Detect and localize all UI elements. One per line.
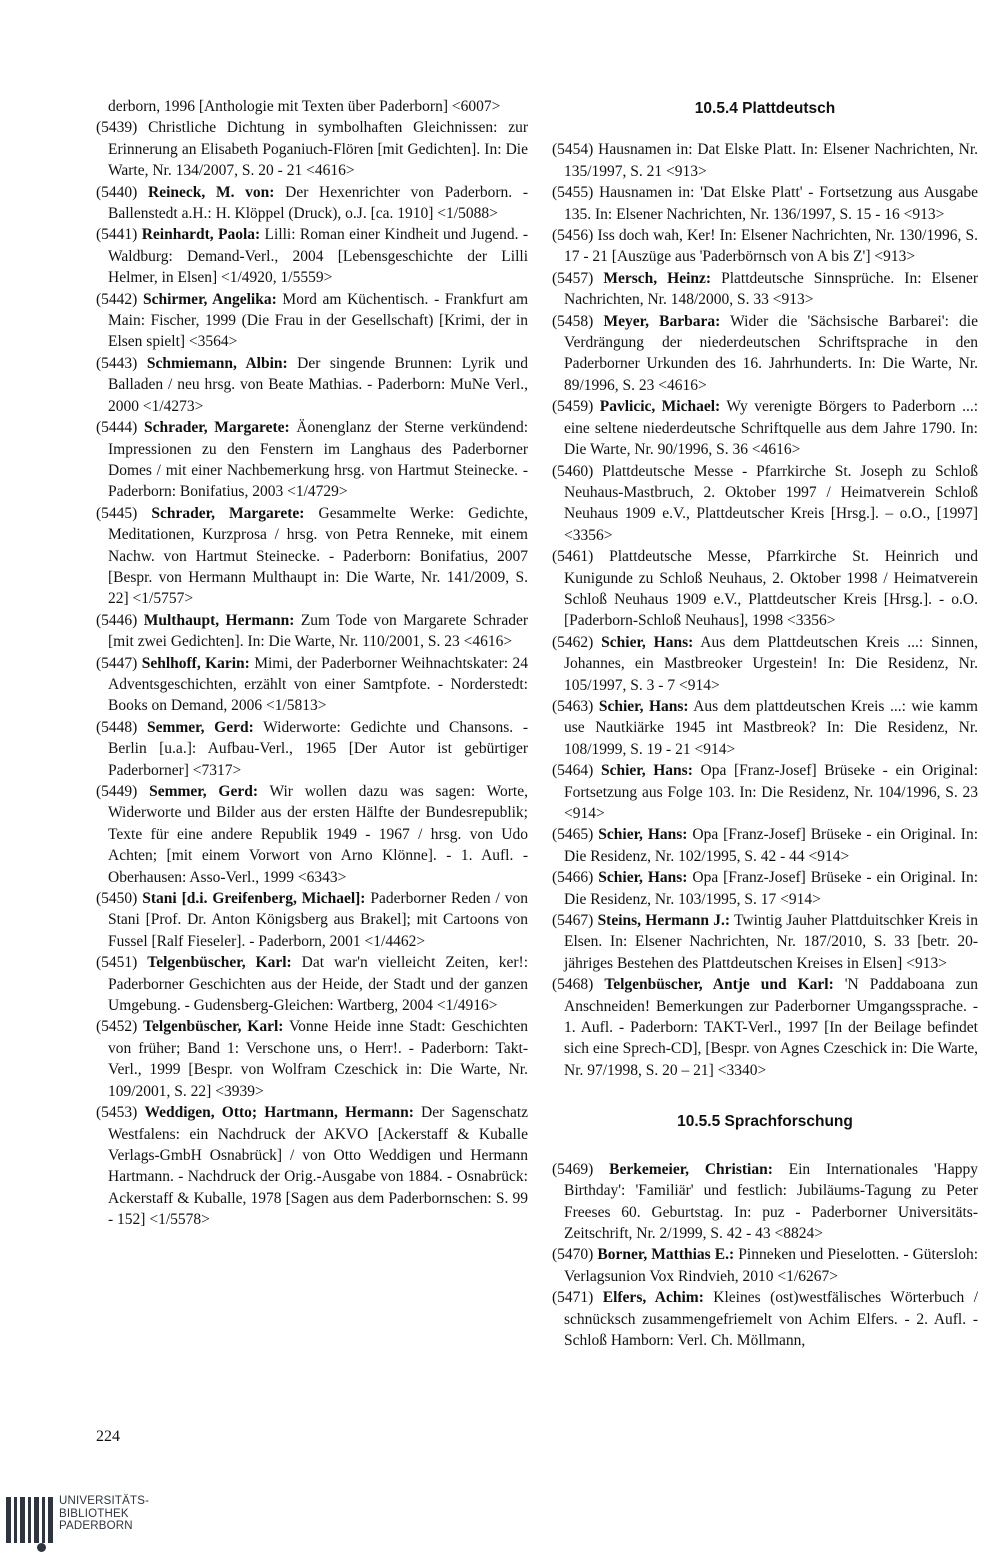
entry-author: Schmiemann, Albin: bbox=[146, 354, 288, 372]
entry-text: 'N Paddaboana zun Anschneiden! Bemerkungen zur Paderborner Umgangssprache. - 1. Aufl. - Paderborn: TAKT-Verl., 1997 [In der Beilage befindet sich eine Sprech-CD], [Bespr. von Agnes Czeschick in: Die Warte, Nr. 97/1998, S. 20 – 21] <3340> bbox=[564, 976, 978, 1079]
entry-text: Hausnamen in: 'Dat Elske Platt' - Fortsetzung aus Ausgabe 135. In: Elsener Nachrichten, Nr. 136/1997, S. 15 - 16 <913> bbox=[564, 184, 979, 223]
entry-text: Der Sagenschatz Westfalens: ein Nachdruck der AKVO [Ackerstaff & Kuballe Verlags-GmbH Osnabrück] / von Otto Weddigen und Hermann Hartmann. - Nachdruck der Orig.-Ausgabe von 1884. - Osnabrück: Ackerstaff & Kuballe, 1978 [Sagen aus dem Paderbornschen: S. 99 - 152] <1/5578> bbox=[108, 1104, 529, 1229]
bibliography-entry bbox=[96, 1016, 528, 1102]
entry-number: (5466) bbox=[552, 869, 594, 887]
entry-author: Semmer, Gerd: bbox=[146, 718, 254, 736]
entry-text: Opa [Franz-Josef] Brüseke - ein Original. In: Die Residenz, Nr. 103/1995, S. 17 <914> bbox=[564, 869, 979, 908]
entry-author: Telgenbüscher, Karl: bbox=[143, 1018, 284, 1036]
entry-text: Iss doch wah, Ker! In: Elsener Nachrichten, Nr. 130/1996, S. 17 - 21 [Auszüge aus 'Paderbörnsch von A bis Z'] <913> bbox=[564, 227, 979, 266]
entry-number: (5467) bbox=[552, 912, 594, 930]
library-logo-dot-icon bbox=[37, 1543, 46, 1552]
entry-number: (5460) bbox=[552, 462, 594, 480]
entry-author: Schier, Hans: bbox=[598, 826, 688, 844]
entry-author: Meyer, Barbara: bbox=[603, 312, 721, 330]
entry-author: Telgenbüscher, Antje und Karl: bbox=[604, 976, 834, 994]
bibliography-entry bbox=[552, 1287, 978, 1351]
entry-number: (5459) bbox=[552, 398, 594, 416]
entry-number: (5444) bbox=[96, 419, 138, 437]
bibliography-entry bbox=[552, 268, 978, 311]
entry-text: Christliche Dichtung in symbolhaften Gleichnissen: zur Erinnerung an Elisabeth Poganiuch-Flören [mit Gedichten]. In: Die Warte, Nr. 134/2007, S. 20 - 21 <4616> bbox=[108, 119, 529, 180]
entry-author: Schier, Hans: bbox=[598, 869, 688, 887]
bibliography-entry bbox=[96, 610, 528, 653]
bibliography-entry bbox=[552, 396, 978, 460]
entry-text: Wir wollen dazu was sagen: Worte, Widerworte und Bilder aus der ersten Hälfte der Bundesrepublik; Texte für eine andere Republik 1949 - 1967 / hrsg. von Udo Achten; [mit einem Vorwort von Arno Klönne]. - 1. Aufl. - Oberhausen: Asso-Verl., 1999 <6343> bbox=[108, 783, 528, 886]
bibliography-entry bbox=[552, 1159, 978, 1245]
bibliography-entry bbox=[96, 117, 528, 181]
entry-number: (5451) bbox=[96, 954, 138, 972]
right-column bbox=[552, 96, 978, 1351]
entry-number: (5449) bbox=[96, 783, 138, 800]
entry-author: Elfers, Achim: bbox=[602, 1289, 704, 1307]
library-logo-line-1: UNIVERSITÄTS- bbox=[59, 1495, 150, 1507]
bibliography-entry bbox=[96, 717, 528, 781]
entry-text: Der singende Brunnen: Lyrik und Balladen / neu hrsg. von Beate Mathias. - Paderborn: MuNe Verl., 2000 <1/4273> bbox=[108, 354, 528, 415]
bibliography-entry bbox=[552, 461, 978, 547]
entry-number: (5469) bbox=[552, 1160, 594, 1178]
bibliography-entry bbox=[552, 182, 978, 225]
entry-number: (5457) bbox=[552, 269, 594, 287]
entry-text: Mimi, der Paderborner Weihnachtskater: 24 Adventsgeschichten, erzählt von einer Samtpfote. - Norderstedt: Books on Demand, 2006 <1/5813> bbox=[108, 654, 528, 715]
entry-number: (5463) bbox=[552, 697, 594, 715]
entry-text: Pinneken und Pieselotten. - Gütersloh: Verlagsunion Vox Rindvieh, 2010 <1/6267> bbox=[564, 1246, 979, 1285]
bibliography-entry bbox=[552, 910, 978, 974]
entry-author: Reineck, M. von: bbox=[148, 183, 275, 201]
entry-number: (5445) bbox=[96, 504, 138, 522]
entry-number: (5454) bbox=[552, 141, 594, 159]
entry-number: (5452) bbox=[96, 1018, 138, 1036]
bibliography-entry bbox=[96, 289, 528, 353]
bibliography-entry bbox=[552, 139, 978, 182]
entry-text: Kleines (ost)westfälisches Wörterbuch / schnücksch zusammengefriemelt von Achim Elfers. - 2. Aufl. - Schloß Hamborn: Verl. Ch. Möllmann, bbox=[564, 1289, 978, 1349]
entry-text: Plattdeutsche Messe - Pfarrkirche St. Joseph zu Schloß Neuhaus-Mastbruch, 2. Oktober 1997 / Heimatverein Schloß Neuhaus 1909 e.V., Plattdeutscher Kreis [Hrsg.]. – o.O., [1997] <3356> bbox=[564, 462, 978, 544]
entry-number: (5468) bbox=[552, 976, 594, 994]
bibliography-entry bbox=[96, 781, 528, 888]
bibliography-entry bbox=[96, 888, 528, 952]
entry-text: Wider die 'Sächsische Barbarei': die Verdrängung der niederdeutschen Schriftsprache in den Paderborner Urkunden des 16. Jahrhunderts. In: Die Warte, Nr. 89/1996, S. 23 <4616> bbox=[564, 312, 978, 394]
entry-text: Ein Internationales 'Happy Birthday': 'Familiär' und festlich: Jubiläums-Tagung zu Peter Freeses 60. Geburtstag. In: puz - Paderborner Universitäts-Zeitschrift, Nr. 2/1999, S. 42 - 43 <8824> bbox=[564, 1160, 978, 1242]
entry-author: Schier, Hans: bbox=[601, 633, 694, 651]
bibliography-entry bbox=[552, 696, 978, 760]
entry-author: Semmer, Gerd: bbox=[149, 783, 258, 800]
entry-author: Mersch, Heinz: bbox=[603, 269, 712, 287]
entry-number: (5465) bbox=[552, 826, 594, 844]
entry-text: Plattdeutsche Messe, Pfarrkirche St. Heinrich und Kunigunde zu Schloß Neuhaus, 2. Oktober 1998 / Heimatverein Schloß Neuhaus 1909 e.V., Plattdeutscher Kreis [Hrsg.]. - o.O. [Paderborn-Schloß Neuhaus], 1998 <3356> bbox=[564, 548, 979, 630]
entry-text: Paderborner Reden / von Stani [Prof. Dr. Anton Königsberg aus Brakel]; mit Cartoons von Fussel [Ralf Fieseler]. - Paderborn, 2001 <1/4462> bbox=[108, 890, 528, 950]
entry-author: Pavlicic, Michael: bbox=[599, 398, 721, 416]
entry-author: Schirmer, Angelika: bbox=[142, 290, 277, 308]
continuation-text: derborn, 1996 [Anthologie mit Texten über Paderborn] <6007> bbox=[108, 98, 501, 115]
library-logo-text bbox=[59, 1495, 149, 1533]
entry-text: Opa [Franz-Josef] Brüseke - ein Original. In: Die Residenz, Nr. 102/1995, S. 42 - 44 <914> bbox=[564, 826, 979, 865]
library-logo-line-2: BIBLIOTHEK bbox=[59, 1507, 129, 1520]
entry-number: (5458) bbox=[552, 312, 594, 330]
bibliography-entry bbox=[552, 225, 978, 268]
section-heading-plattdeutsch: 10.5.4 Plattdeutsch bbox=[694, 100, 836, 117]
entry-text: Opa [Franz-Josef] Brüseke - ein Original: Fortsetzung aus Folge 103. In: Die Residenz, Nr. 104/1996, S. 23 <914> bbox=[564, 762, 979, 822]
entry-author: Telgenbüscher, Karl: bbox=[147, 954, 292, 972]
entry-number: (5443) bbox=[96, 354, 138, 372]
entry-author: Schier, Hans: bbox=[598, 697, 689, 715]
entry-number: (5442) bbox=[96, 290, 138, 308]
bibliography-entry bbox=[552, 867, 978, 910]
entry-text: Vonne Heide inne Stadt: Geschichten von früher; Band 1: Verschone uns, o Herr!. - Paderborn: Takt-Verl., 1999 [Bespr. von Wolfram Czeschick in: Die Warte, Nr. 109/2001, S. 22] <3939> bbox=[108, 1018, 528, 1100]
entry-text: Zum Tode von Margarete Schrader [mit zwei Gedichten]. In: Die Warte, Nr. 110/2001, S. 23 <4616> bbox=[108, 611, 529, 651]
entry-number: (5471) bbox=[552, 1289, 594, 1307]
entry-number: (5464) bbox=[552, 762, 594, 780]
entry-number: (5455) bbox=[552, 184, 594, 202]
entry-text: Wy verenigte Börgers to Paderborn ...: eine seltene niederdeutsche Schriftquelle aus dem Jahre 1790. In: Die Warte, Nr. 90/1996, S. 36 <4616> bbox=[564, 398, 978, 459]
entry-text: Aus dem Plattdeutschen Kreis ...: Sinnen, Johannes, ein Mastbreoker Urgestein! In: Die Residenz, Nr. 105/1997, S. 3 - 7 <914> bbox=[564, 633, 978, 694]
bibliography-entry bbox=[552, 1244, 978, 1287]
entry-text: Gesammelte Werke: Gedichte, Meditationen, Kurzprosa / hrsg. von Petra Renneke, mit einem Nachw. von Hartmut Steinecke. - Paderborn: Bonifatius, 2007 [Bespr. von Hermann Multhaupt in: Die Warte, Nr. 141/2009, S. 22] <1/5757> bbox=[108, 504, 529, 608]
bibliography-entry bbox=[96, 952, 528, 1016]
bibliography-entry bbox=[552, 546, 978, 632]
entry-author: Borner, Matthias E.: bbox=[597, 1246, 735, 1264]
entry-number: (5453) bbox=[96, 1104, 138, 1122]
entry-number: (5450) bbox=[96, 890, 138, 908]
entry-author: Berkemeier, Christian: bbox=[609, 1160, 773, 1178]
entry-text: Mord am Küchentisch. - Frankfurt am Main: Fischer, 1999 (Die Frau in der Gesellschaft) [Krimi, der in Elsen spielt] <3564> bbox=[108, 290, 528, 351]
plattdeutsch-entry-list bbox=[552, 139, 978, 1081]
entry-number: (5439) bbox=[96, 119, 138, 137]
bibliography-entry bbox=[96, 417, 528, 503]
bibliography-entry bbox=[96, 224, 528, 288]
entry-author: Schrader, Margarete: bbox=[151, 504, 305, 522]
bibliography-entry bbox=[552, 632, 978, 696]
entry-number: (5456) bbox=[552, 227, 594, 245]
section-heading-sprachforschung: 10.5.5 Sprachforschung bbox=[677, 1113, 853, 1131]
entry-number: (5440) bbox=[96, 183, 138, 201]
left-entry-list bbox=[96, 117, 528, 1230]
bibliography-entry bbox=[96, 1102, 528, 1230]
bibliography-entry bbox=[552, 974, 978, 1081]
entry-author: Steins, Hermann J.: bbox=[597, 912, 731, 930]
bibliography-entry bbox=[96, 653, 528, 717]
entry-number: (5462) bbox=[552, 633, 594, 651]
library-logo-line-3: PADERBORN bbox=[59, 1520, 133, 1532]
entry-text: Widerworte: Gedichte und Chansons. - Berlin [u.a.]: Aufbau-Verl., 1965 [Der Autor ist gebürtiger Paderborner] <7317> bbox=[108, 718, 528, 779]
entry-number: (5448) bbox=[96, 718, 138, 736]
bibliography-entry bbox=[96, 353, 528, 417]
entry-text: Hausnamen in: Dat Elske Platt. In: Elsener Nachrichten, Nr. 135/1997, S. 21 <913> bbox=[564, 141, 979, 180]
entry-author: Multhaupt, Hermann: bbox=[143, 611, 295, 629]
bibliography-entry bbox=[96, 182, 528, 225]
left-column bbox=[96, 96, 528, 1231]
bibliography-entry bbox=[552, 760, 978, 824]
entry-number: (5447) bbox=[96, 654, 138, 672]
entry-author: Schier, Hans: bbox=[600, 762, 693, 780]
bibliography-entry bbox=[552, 824, 978, 867]
entry-author: Schrader, Margarete: bbox=[143, 419, 290, 437]
bibliography-entry bbox=[96, 503, 528, 610]
page-number: 224 bbox=[96, 1428, 120, 1445]
entry-author: Stani [d.i. Greifenberg, Michael]: bbox=[142, 890, 366, 908]
entry-text: Äonenglanz der Sterne verkündend: Impressionen zu den Fenstern im Langhaus des Paderborner Domes / mit einer Nachbemerkung hrsg. von Hartmut Steinecke. - Paderborn: Bonifatius, 2003 <1/4729> bbox=[108, 419, 529, 501]
entry-text: Der Hexenrichter von Paderborn. - Ballenstedt a.H.: H. Klöppel (Druck), o.J. [ca. 1910] <1/5088> bbox=[108, 183, 528, 223]
entry-number: (5441) bbox=[96, 226, 138, 244]
bibliography-entry bbox=[552, 311, 978, 397]
entry-text: Aus dem plattdeutschen Kreis ...: wie kamm use Nautkiärke 1945 int Mastbreok? In: Die Residenz, Nr. 108/1999, S. 19 - 21 <914> bbox=[564, 697, 978, 758]
entry-author: Reinhardt, Paola: bbox=[141, 226, 261, 244]
entry-number: (5461) bbox=[552, 548, 594, 566]
entry-text: Lilli: Roman einer Kindheit und Jugend. - Waldburg: Demand-Verl., 2004 [Lebensgeschichte der Lilli Helmer, in Elsen] <1/4920, 1/5559> bbox=[108, 226, 528, 287]
entry-text: Plattdeutsche Sinnsprüche. In: Elsener Nachrichten, Nr. 148/2000, S. 33 <913> bbox=[564, 269, 979, 309]
entry-number: (5470) bbox=[552, 1246, 594, 1264]
entry-author: Weddigen, Otto; Hartmann, Hermann: bbox=[144, 1104, 414, 1122]
library-logo bbox=[0, 1495, 149, 1553]
library-logo-bars-icon bbox=[0, 1495, 53, 1543]
entry-text: Dat war'n vielleicht Zeiten, ker!: Paderborner Geschichten aus der Heide, der Stadt und der ganzen Umgebung. - Gudensberg-Gleichen: Wartberg, 2004 <1/4916> bbox=[108, 954, 529, 1015]
entry-author: Sehlhoff, Karin: bbox=[141, 654, 250, 672]
entry-text: Twintig Jauher Plattduitschker Kreis in Elsen. In: Elsener Nachrichten, Nr. 187/2010, S. 33 [betr. 20-jähriges Bestehen des Plattdeutschen Kreises in Elsen] <913> bbox=[564, 912, 978, 972]
entry-number: (5446) bbox=[96, 611, 138, 629]
sprachforschung-entry-list bbox=[552, 1159, 978, 1352]
